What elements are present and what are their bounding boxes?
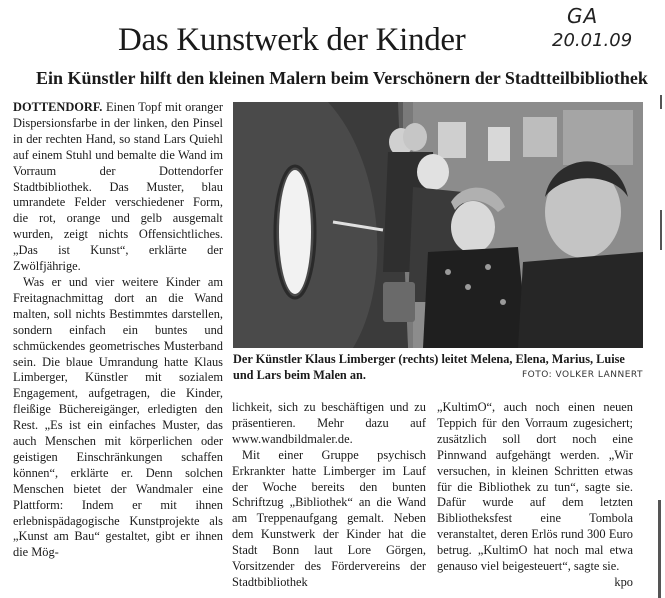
dateline: DOTTENDORF.: [13, 100, 103, 114]
scan-edge-mark: [660, 95, 662, 109]
photo-credit: FOTO: VOLKER LANNERT: [521, 370, 643, 380]
paragraph: Was er und vier weitere Kinder am Freitagnachmittag dort an die Wand malten, soll nichts Bestimmtes darstellen, sondern einfach ein buntes und schmückendes geometrisches Musterband sein. Die blaue Umrandung hatte Klaus Limberger, Künstler mit sozialem Engagement, aufgetragen, die Kinder, fleißige Büchereigänger, erledigten den Rest. „Es ist ein einfaches Muster, das auch Menschen mit körperlichen oder geistigen Einschränkungen schaffen können“, erklärte er. Denn solchen Menschen bietet der Wandmaler eine Plattform: Indem er mit ihnen erlebnispädagogische Kunstprojekte als „Kunst am Bau“ gestaltet, gibt er ihnen die Mög-: [13, 274, 223, 560]
paragraph-text: „KultimO“, auch noch einen neuen Teppich für den Vorraum zugesichert; zusätzlich soll dort noch eine Pinnwand aufgehängt werden. „Wir versuchen, in kleinen Schritten etwas für die Bibliothek zu tun“, sagte sie. Dafür wurde auf dem letzten Bibliotheksfest eine Tombola veranstaltet, deren Erlös rund 300 Euro betrug. „KultimO hat noch mal etwa genauso viel beigesteuert“, sagte sie.: [437, 400, 633, 574]
article-photo: [233, 102, 643, 348]
scan-edge-mark: [658, 500, 661, 598]
photo-caption: Der Künstler Klaus Limberger (rechts) leitet Melena, Elena, Marius, Luise und Lars beim Malen an.: [233, 352, 625, 382]
handwritten-date-note: 20.01.09: [552, 30, 633, 51]
article-column-2: [232, 400, 426, 591]
article-column-1: [13, 100, 223, 561]
handwritten-source-note: GA: [567, 4, 599, 28]
subheadline: Ein Künstler hilft den kleinen Malern beim Verschönern der Stadtteilbibliothek: [36, 68, 648, 88]
author-initials: kpo: [614, 574, 633, 589]
photo-painting-scene: [233, 102, 643, 348]
paragraph-text: Einen Topf mit oranger Dispersionsfarbe in der linken, den Pinsel in der rechten Hand, so stand Lars Quiehl auf einem Stuhl und bemalte die Wand im Vorraum der Dottendorfer Stadtbibliothek. Das Muster, blau umrandete Felder verschiedener Form, die rot, orange und gelb ausgemalt wurden, zeigt nichts Offensichtliches. „Das ist Kunst“, erklärte der Zwölfjährige.: [13, 100, 223, 274]
scan-edge-mark: [660, 210, 662, 250]
paragraph: Mit einer Gruppe psychisch Erkrankter hatte Limberger im Lauf der Woche bereits den bunten Schriftzug „Bibliothek“ an die Wand am Treppenaufgang gemalt. Neben dem Kunstwerk der Kinder hat die Stadt Bonn laut Lore Görgen, Vorsitzender des Fördervereins der Stadtbibliothek: [232, 447, 426, 589]
paragraph: [13, 100, 223, 275]
article-column-3: [437, 400, 633, 591]
paragraph: [437, 400, 633, 589]
headline: Das Kunstwerk der Kinder: [118, 22, 466, 58]
paragraph: lichkeit, sich zu beschäftigen und zu präsentieren. Mehr dazu auf www.wandbildmaler.de.: [232, 400, 426, 446]
